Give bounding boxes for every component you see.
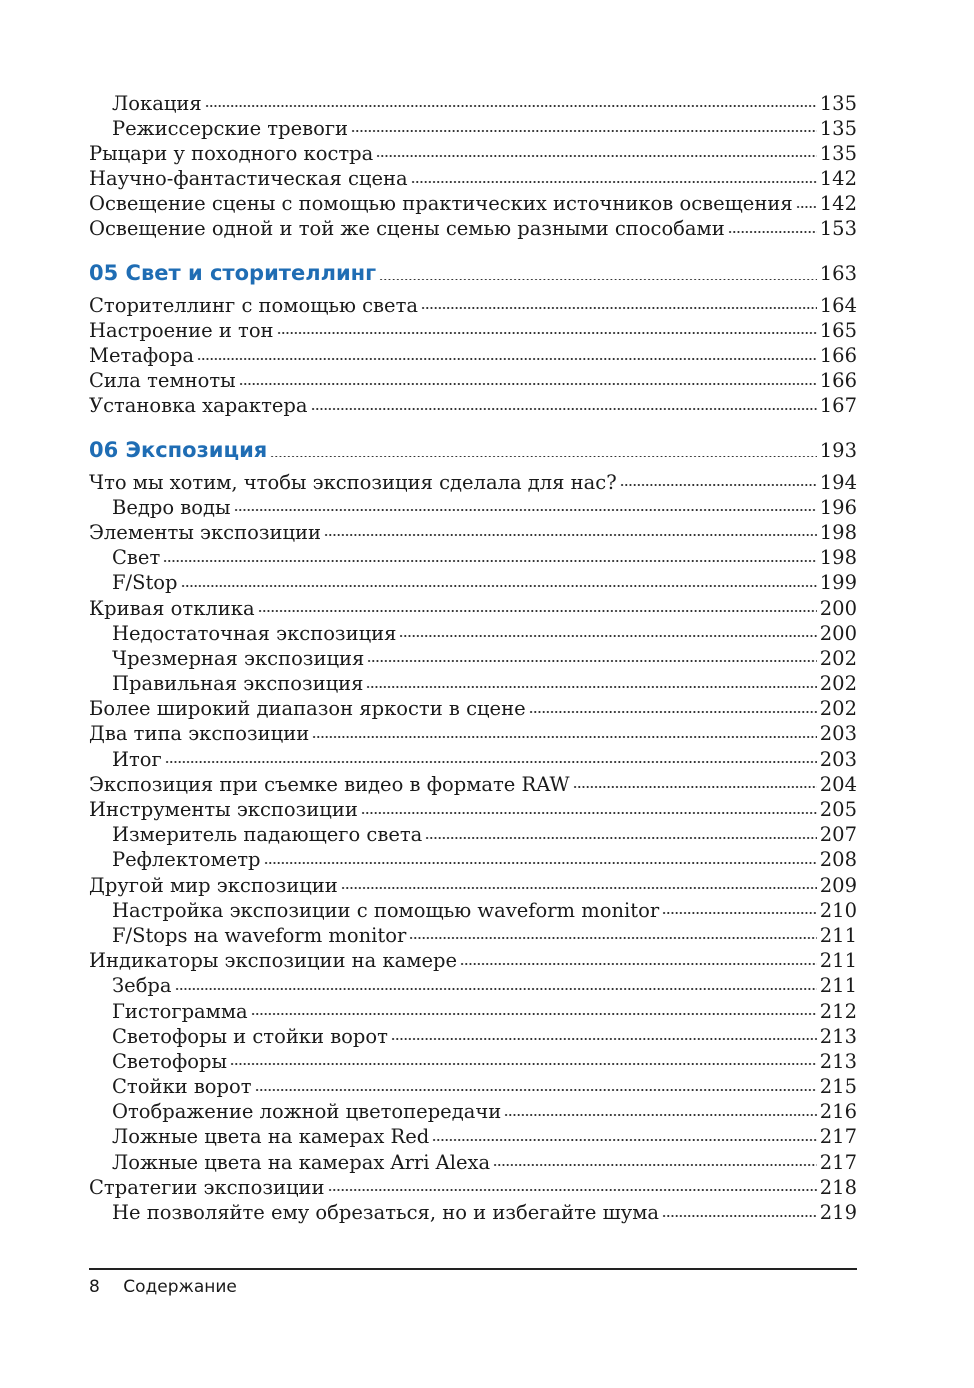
chapter-page-number: 193 — [819, 439, 857, 463]
dot-leader — [361, 797, 817, 817]
toc-entry-title: Отображение ложной цветопередачи — [112, 1100, 502, 1124]
toc-entry[interactable] — [89, 519, 857, 544]
footer-rule — [89, 1268, 857, 1270]
toc-page-number: 198 — [819, 546, 857, 570]
toc-entry[interactable] — [89, 847, 857, 872]
toc-entry[interactable] — [89, 469, 857, 494]
toc-page-number: 217 — [819, 1150, 857, 1174]
toc-page-number: 167 — [819, 394, 857, 418]
toc-page-number: 135 — [819, 141, 857, 165]
dot-leader — [376, 140, 816, 160]
toc-entry[interactable] — [89, 1124, 857, 1149]
dot-leader — [255, 1074, 817, 1094]
toc-page-number: 165 — [819, 318, 857, 342]
chapter-heading-05[interactable] — [89, 257, 857, 289]
dot-leader — [421, 292, 817, 312]
toc-entry[interactable] — [89, 494, 857, 519]
toc-page-number: 211 — [819, 949, 857, 973]
dot-leader — [796, 191, 817, 211]
chapter-heading-06[interactable] — [89, 434, 857, 466]
footer-section-title: Содержание — [123, 1277, 237, 1297]
toc-entry[interactable] — [89, 948, 857, 973]
dot-leader — [662, 897, 817, 917]
toc-entry-title: Светофоры и стойки ворот — [112, 1024, 388, 1048]
toc-entry-title: Сила темноты — [89, 369, 236, 393]
toc-entry-title: Ведро воды — [112, 495, 231, 519]
toc-entry[interactable] — [89, 1174, 857, 1199]
dot-leader — [175, 973, 817, 993]
toc-entry[interactable] — [89, 545, 857, 570]
toc-entry[interactable] — [89, 317, 857, 342]
toc-entry[interactable] — [89, 90, 857, 115]
toc-entry-title: Экспозиция при съемке видео в формате RAW — [89, 772, 570, 796]
toc-entry-title: Гистограмма — [112, 999, 248, 1023]
dot-leader — [366, 671, 816, 691]
toc-entry-title: F/Stops на waveform monitor — [112, 923, 407, 947]
toc-page-number: 212 — [819, 999, 857, 1023]
toc-page-number: 199 — [819, 571, 857, 595]
dot-leader — [662, 1200, 817, 1220]
dot-leader — [258, 595, 817, 615]
toc-entry[interactable] — [89, 166, 857, 191]
toc-page-number: 203 — [819, 722, 857, 746]
dot-leader — [432, 1124, 817, 1144]
dot-leader — [239, 368, 817, 388]
toc-entry-title: Стратегии экспозиции — [89, 1175, 325, 1199]
toc-entry-title: Освещение одной и той же сцены семью разными способами — [89, 217, 725, 241]
toc-entry[interactable] — [89, 620, 857, 645]
toc-entry-title: Стойки ворот — [112, 1075, 252, 1099]
toc-page-number: 219 — [819, 1201, 857, 1224]
toc-entry-title: Свет — [112, 546, 161, 570]
dot-leader — [165, 746, 817, 766]
dot-leader — [504, 1099, 817, 1119]
toc-entry-title: Более широкий диапазон яркости в сцене — [89, 697, 526, 721]
toc-entry[interactable] — [89, 393, 857, 418]
dot-leader — [311, 393, 817, 413]
toc-entry-title: Правильная экспозиция — [112, 672, 364, 696]
dot-leader — [324, 519, 817, 539]
toc-entry-title: Режиссерские тревоги — [112, 116, 349, 140]
toc-page-number: 211 — [819, 974, 857, 998]
toc-entry[interactable] — [89, 140, 857, 165]
toc-entry[interactable] — [89, 292, 857, 317]
toc-entry[interactable] — [89, 721, 857, 746]
toc-entry-title: Что мы хотим, чтобы экспозиция сделала для нас? — [89, 470, 617, 494]
toc-entry[interactable] — [89, 343, 857, 368]
toc-entry-title: Индикаторы экспозиции на камере — [89, 949, 458, 973]
toc-page-number: 198 — [819, 520, 857, 544]
table-of-contents — [89, 90, 857, 1225]
dot-leader — [197, 343, 817, 363]
toc-entry[interactable] — [89, 696, 857, 721]
toc-group — [89, 90, 857, 241]
toc-entry[interactable] — [89, 191, 857, 216]
toc-entry-title: Не позволяйте ему обрезаться, но и избегайте шума — [112, 1201, 660, 1224]
toc-page-number: 194 — [819, 470, 857, 494]
toc-entry[interactable] — [89, 1023, 857, 1048]
dot-leader — [230, 1048, 817, 1068]
toc-entry[interactable] — [89, 115, 857, 140]
toc-page-number: 213 — [819, 1024, 857, 1048]
dot-leader — [277, 317, 817, 337]
toc-entry-title: Чрезмерная экспозиция — [112, 646, 365, 670]
toc-page-number: 203 — [819, 747, 857, 771]
toc-entry-title: Научно-фантастическая сцена — [89, 167, 408, 191]
toc-page-number: 217 — [819, 1125, 857, 1149]
toc-page-number: 166 — [819, 344, 857, 367]
toc-page-number: 142 — [819, 167, 857, 191]
dot-leader — [351, 115, 817, 135]
dot-leader — [328, 1174, 817, 1194]
toc-page-number: 216 — [819, 1100, 857, 1124]
dot-leader — [411, 166, 817, 186]
toc-entry-title: Измеритель падающего света — [112, 823, 423, 847]
toc-page-number: 211 — [819, 923, 857, 947]
toc-page-number: 142 — [819, 192, 857, 216]
toc-entry[interactable] — [89, 1074, 857, 1099]
dot-leader — [620, 469, 817, 489]
dot-leader — [399, 620, 816, 640]
toc-entry-title: Недостаточная экспозиция — [112, 621, 397, 645]
dot-leader — [379, 264, 817, 280]
toc-entry[interactable] — [89, 216, 857, 241]
page-footer — [89, 1277, 237, 1297]
toc-page-number: 200 — [819, 621, 857, 645]
toc-entry-title: Светофоры — [112, 1049, 227, 1073]
toc-entry[interactable] — [89, 922, 857, 947]
toc-entry-title: Кривая отклика — [89, 596, 255, 620]
toc-page-number: 135 — [819, 91, 857, 115]
toc-page-number: 205 — [819, 798, 857, 821]
toc-entry[interactable] — [89, 897, 857, 922]
dot-leader — [205, 90, 817, 110]
toc-entry[interactable] — [89, 1099, 857, 1124]
toc-page-number: 209 — [819, 873, 857, 897]
chapter-page-number: 163 — [819, 262, 857, 286]
dot-leader — [234, 494, 817, 514]
toc-entry-title: Настроение и тон — [89, 318, 274, 342]
toc-entry-title: Освещение сцены с помощью практических источников освещения — [89, 192, 793, 216]
toc-entry-title: Локация — [112, 91, 202, 115]
toc-entry[interactable] — [89, 1200, 857, 1225]
toc-page-number: 215 — [819, 1075, 857, 1099]
toc-entry-title: Ложные цвета на камерах Arri Alexa — [112, 1150, 491, 1174]
toc-entry-title: Сторителлинг с помощью света — [89, 293, 418, 317]
toc-entry-title: Два типа экспозиции — [89, 722, 310, 746]
toc-entry[interactable] — [89, 368, 857, 393]
dot-leader — [425, 822, 816, 842]
toc-entry-title: Инструменты экспозиции — [89, 798, 358, 821]
toc-entry-title: Элементы экспозиции — [89, 520, 321, 544]
toc-page-number: 202 — [819, 697, 857, 721]
toc-page-number: 153 — [819, 217, 857, 241]
dot-leader — [341, 872, 817, 892]
toc-entry-title: Зебра — [112, 974, 172, 998]
toc-group — [89, 469, 857, 1225]
dot-leader — [270, 441, 817, 457]
toc-page-number: 166 — [819, 369, 857, 393]
toc-page-number: 208 — [819, 848, 857, 872]
dot-leader — [573, 771, 817, 791]
toc-entry-title: Настройка экспозиции с помощью waveform monitor — [112, 898, 660, 922]
dot-leader — [728, 216, 817, 236]
toc-group — [89, 292, 857, 418]
toc-entry-title: F/Stop — [112, 571, 178, 595]
toc-page-number: 202 — [819, 646, 857, 670]
dot-leader — [529, 696, 817, 716]
dot-leader — [163, 545, 817, 565]
chapter-title: 05 Свет и сторителлинг — [89, 261, 377, 286]
toc-entry[interactable] — [89, 822, 857, 847]
toc-entry-title: Ложные цвета на камерах Red — [112, 1125, 430, 1149]
dot-leader — [391, 1023, 817, 1043]
toc-entry[interactable] — [89, 973, 857, 998]
toc-page-number: 200 — [819, 596, 857, 620]
toc-entry-title: Установка характера — [89, 394, 308, 418]
toc-entry[interactable] — [89, 570, 857, 595]
dot-leader — [460, 948, 817, 968]
toc-entry[interactable] — [89, 872, 857, 897]
dot-leader — [264, 847, 817, 867]
toc-entry[interactable] — [89, 645, 857, 670]
toc-entry-title: Метафора — [89, 344, 195, 367]
toc-page-number: 196 — [819, 495, 857, 519]
toc-entry[interactable] — [89, 1149, 857, 1174]
dot-leader — [367, 645, 816, 665]
footer-page-number: 8 — [89, 1277, 100, 1297]
toc-page-number: 213 — [819, 1049, 857, 1073]
toc-entry[interactable] — [89, 797, 857, 822]
dot-leader — [181, 570, 817, 590]
toc-page-number: 207 — [819, 823, 857, 847]
dot-leader — [409, 922, 816, 942]
toc-entry[interactable] — [89, 671, 857, 696]
dot-leader — [493, 1149, 817, 1169]
toc-page-number: 218 — [819, 1175, 857, 1199]
toc-entry-title: Рефлектометр — [112, 848, 261, 872]
dot-leader — [251, 998, 817, 1018]
toc-page-number: 135 — [819, 116, 857, 140]
dot-leader — [312, 721, 817, 741]
toc-entry[interactable] — [89, 595, 857, 620]
toc-page-number: 204 — [819, 772, 857, 796]
toc-page-number: 202 — [819, 672, 857, 696]
toc-entry-title: Итог — [112, 747, 162, 771]
chapter-title: 06 Экспозиция — [89, 438, 268, 463]
toc-entry[interactable] — [89, 746, 857, 771]
toc-page-number: 164 — [819, 293, 857, 317]
toc-entry-title: Другой мир экспозиции — [89, 873, 338, 897]
toc-entry[interactable] — [89, 998, 857, 1023]
toc-entry[interactable] — [89, 1048, 857, 1073]
toc-entry[interactable] — [89, 771, 857, 796]
toc-entry-title: Рыцари у походного костра — [89, 141, 374, 165]
toc-page-number: 210 — [819, 898, 857, 922]
